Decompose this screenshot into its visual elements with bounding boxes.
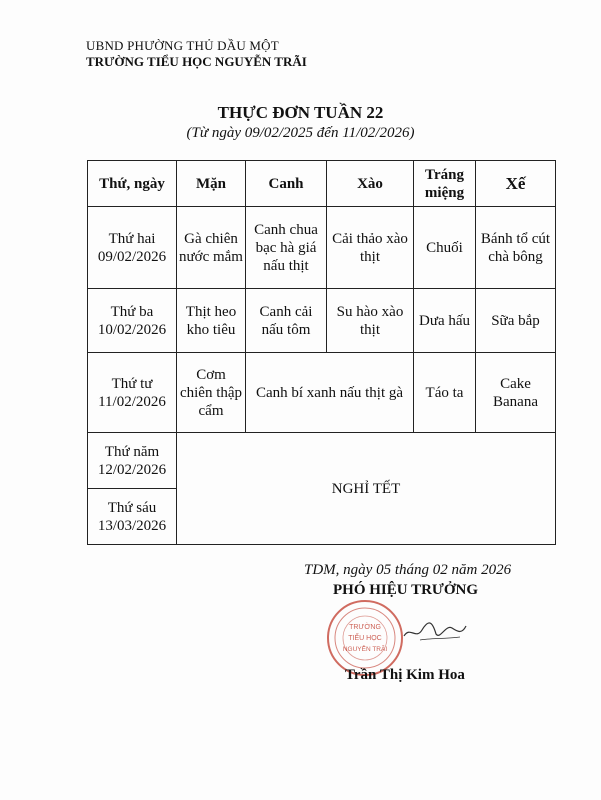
- trang-mieng-cell: Dưa hấu: [414, 289, 476, 353]
- canh-cell: Canh cải nấu tôm: [246, 289, 327, 353]
- xao-cell: Cải thảo xào thịt: [327, 207, 414, 289]
- header-xao: Xào: [327, 161, 414, 207]
- day-cell: Thứ sáu 13/03/2026: [88, 489, 177, 545]
- day-cell: Thứ tư 11/02/2026: [88, 353, 177, 433]
- stamp-line-2: TIỂU HỌC: [348, 635, 382, 642]
- school-name: TRƯỜNG TIỂU HỌC NGUYỄN TRÃI: [86, 54, 307, 69]
- xe-cell: Bánh tổ cút chà bông: [476, 207, 556, 289]
- xe-cell: Cake Banana: [476, 353, 556, 433]
- table-row: [88, 289, 556, 353]
- table-header-row: [88, 161, 556, 207]
- canh-cell: Canh chua bạc hà giá nấu thịt: [246, 207, 327, 289]
- stamp-line-3: NGUYỄN TRÃI: [342, 646, 388, 653]
- man-cell: Thịt heo kho tiêu: [177, 289, 246, 353]
- day-cell: Thứ hai 09/02/2026: [88, 207, 177, 289]
- handwritten-signature-icon: [400, 610, 470, 650]
- man-cell: Cơm chiên thập cẩm: [177, 353, 246, 433]
- table-row: [88, 207, 556, 289]
- day-cell: Thứ ba 10/02/2026: [88, 289, 177, 353]
- menu-date-range: (Từ ngày 09/02/2025 đến 11/02/2026): [186, 125, 415, 141]
- header-canh: Canh: [246, 161, 327, 207]
- menu-title: THỰC ĐƠN TUẦN 22: [217, 103, 384, 122]
- xao-cell: Su hào xào thịt: [327, 289, 414, 353]
- table-row: [88, 433, 556, 489]
- day-cell: Thứ năm 12/02/2026: [88, 433, 177, 489]
- authority-name: UBND PHƯỜNG THỦ DẦU MỘT: [86, 38, 279, 53]
- signature-place-date: TDM, ngày 05 tháng 02 năm 2026: [304, 562, 512, 578]
- header-xe: Xế: [476, 161, 556, 207]
- trang-mieng-cell: Chuối: [414, 207, 476, 289]
- header-man: Mặn: [177, 161, 246, 207]
- document-header: [86, 38, 307, 70]
- weekly-menu-table: [87, 160, 556, 545]
- trang-mieng-cell: Táo ta: [414, 353, 476, 433]
- header-day: Thứ, ngày: [88, 161, 177, 207]
- signature-name: Trần Thị Kim Hoa: [345, 667, 465, 683]
- school-stamp-icon: [325, 598, 405, 678]
- header-trang-mieng: Tráng miệng: [414, 161, 476, 207]
- man-cell: Gà chiên nước mắm: [177, 207, 246, 289]
- stamp-line-1: TRƯỜNG: [349, 624, 381, 631]
- canh-xao-cell: Canh bí xanh nấu thịt gà: [246, 353, 414, 433]
- xe-cell: Sữa bắp: [476, 289, 556, 353]
- signature-role: PHÓ HIỆU TRƯỞNG: [333, 582, 479, 598]
- holiday-cell: NGHỈ TẾT: [177, 433, 556, 545]
- table-row: [88, 353, 556, 433]
